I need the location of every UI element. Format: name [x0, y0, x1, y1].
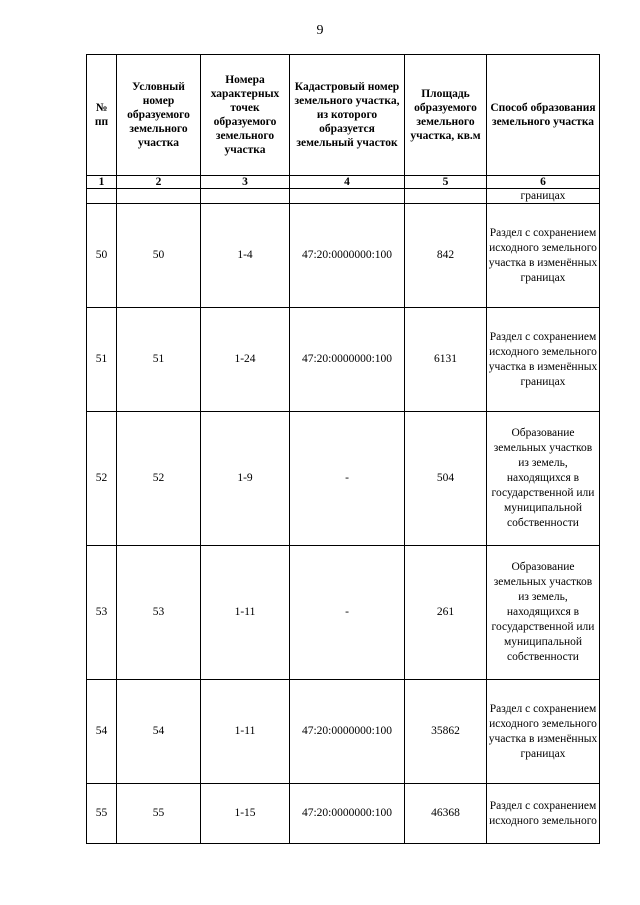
table-row [87, 204, 600, 308]
characteristic-points: 1-15 [201, 784, 290, 844]
column-number: 3 [201, 176, 290, 189]
page-number: 9 [316, 23, 324, 38]
conditional-number: 51 [117, 308, 201, 412]
conditional-number: 54 [117, 680, 201, 784]
characteristic-points: 1-11 [201, 680, 290, 784]
row-number: 53 [87, 546, 117, 680]
characteristic-points: 1-4 [201, 204, 290, 308]
characteristic-points: 1-11 [201, 546, 290, 680]
header-cell: Кадастровый номер земельного участка, из которого образуется земельный участок [290, 55, 405, 176]
cadastral-number: 47:20:0000000:100 [290, 784, 405, 844]
formation-method: Раздел с сохранением исходного земельного участка в изменённых границах [487, 308, 600, 412]
formation-method: Образование земельных участков из земель, находящихся в государственной или муниципальной собственности [487, 546, 600, 680]
header-cell: Площадь образуемого земельного участка, кв.м [405, 55, 487, 176]
table-cell [201, 189, 290, 204]
table-cell [290, 189, 405, 204]
conditional-number: 55 [117, 784, 201, 844]
header-cell: Номера характерных точек образуемого земельного участка [201, 55, 290, 176]
cadastral-number: 47:20:0000000:100 [290, 308, 405, 412]
header-cell: № пп [87, 55, 117, 176]
table-row [87, 412, 600, 546]
header-cell: Способ образования земельного участка [487, 55, 600, 176]
cadastral-number: 47:20:0000000:100 [290, 204, 405, 308]
continuation-row [87, 189, 600, 204]
plot-area: 261 [405, 546, 487, 680]
formation-method: Раздел с сохранением исходного земельного участка в изменённых границах [487, 204, 600, 308]
characteristic-points: 1-24 [201, 308, 290, 412]
formation-method: Раздел с сохранением исходного земельного [487, 784, 600, 844]
cadastral-number: - [290, 412, 405, 546]
plot-area: 46368 [405, 784, 487, 844]
header-row [87, 55, 600, 176]
formation-method: Раздел с сохранением исходного земельного участка в изменённых границах [487, 680, 600, 784]
table-cell [87, 189, 117, 204]
continuation-text: границах [487, 189, 600, 204]
table-row [87, 784, 600, 844]
conditional-number: 52 [117, 412, 201, 546]
characteristic-points: 1-9 [201, 412, 290, 546]
row-number: 55 [87, 784, 117, 844]
plot-area: 35862 [405, 680, 487, 784]
cadastral-number: - [290, 546, 405, 680]
column-number: 1 [87, 176, 117, 189]
column-number: 6 [487, 176, 600, 189]
conditional-number: 50 [117, 204, 201, 308]
column-number: 2 [117, 176, 201, 189]
table-cell [405, 189, 487, 204]
column-number-row [87, 176, 600, 189]
land-plots-table [86, 54, 600, 844]
plot-area: 504 [405, 412, 487, 546]
row-number: 50 [87, 204, 117, 308]
table-cell [117, 189, 201, 204]
row-number: 54 [87, 680, 117, 784]
column-number: 4 [290, 176, 405, 189]
column-number: 5 [405, 176, 487, 189]
table-row [87, 546, 600, 680]
cadastral-number: 47:20:0000000:100 [290, 680, 405, 784]
formation-method: Образование земельных участков из земель, находящихся в государственной или муниципальной собственности [487, 412, 600, 546]
table-row [87, 308, 600, 412]
row-number: 52 [87, 412, 117, 546]
plot-area: 842 [405, 204, 487, 308]
row-number: 51 [87, 308, 117, 412]
plot-area: 6131 [405, 308, 487, 412]
conditional-number: 53 [117, 546, 201, 680]
header-cell: Условный номер образуемого земельного участка [117, 55, 201, 176]
table-row [87, 680, 600, 784]
